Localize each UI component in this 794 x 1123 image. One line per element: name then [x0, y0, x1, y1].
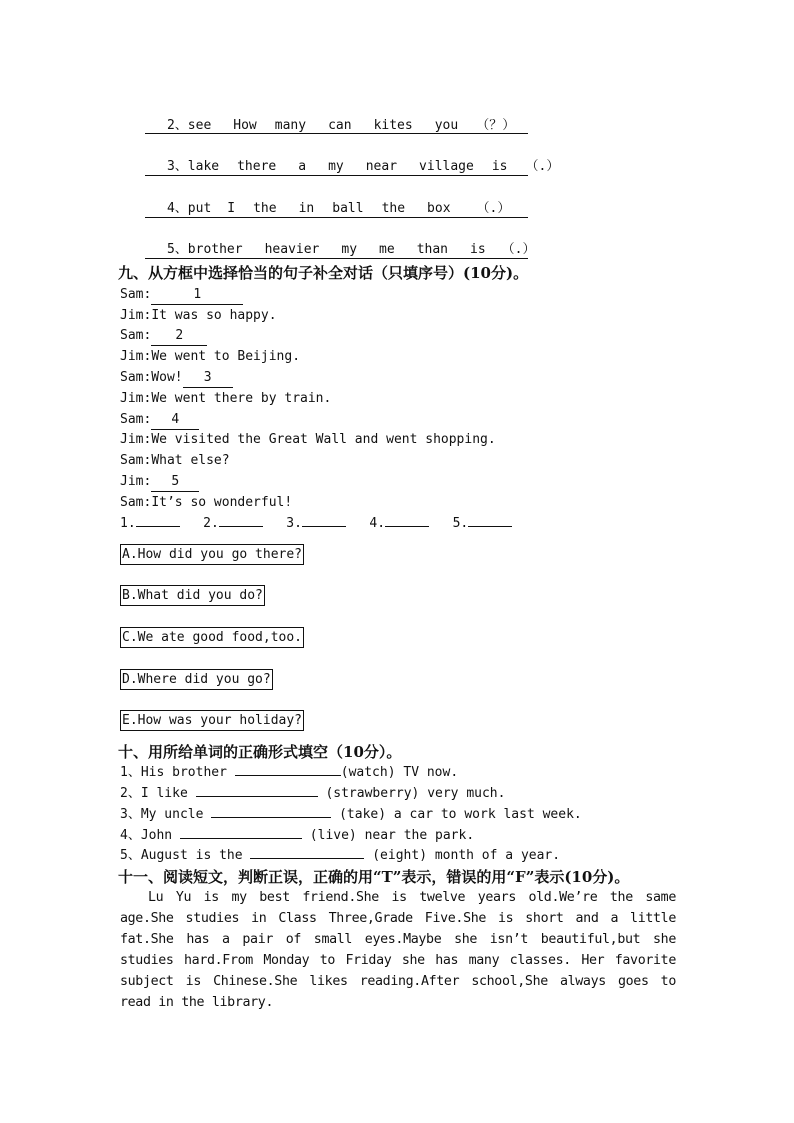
dialogue-line: Sam:What else? — [120, 453, 230, 468]
scrambled-word: is — [491, 159, 508, 174]
item-number: 2、 — [166, 118, 188, 133]
fill-in-item: 4、John (live) near the park. — [120, 828, 475, 843]
fill-in-blank-5[interactable] — [250, 858, 364, 859]
dialogue-blank-2[interactable]: 2 — [151, 327, 207, 346]
scrambled-word: than — [416, 242, 449, 257]
dialogue-blank-1[interactable]: 1 — [151, 286, 243, 305]
scrambled-word: is — [470, 242, 486, 257]
reading-passage: Lu Yu is my best friend.She is twelve years old.We’re the same age.She studies in Class Three,Grade Five.She is short and a little fat.She has a pair of small eyes.Maybe she isn’t beautiful,but she studies hard.From Monday to Friday she has many classes. Her favorite subject is Chinese.She likes reading.After school,She always goes to read in the library. — [120, 890, 676, 1010]
dialogue-line: Jim:We went there by train. — [120, 391, 332, 406]
fill-in-blank-3[interactable] — [211, 817, 331, 818]
fill-in-item: 1、His brother (watch) TV now. — [120, 765, 459, 780]
answer-line — [145, 217, 528, 218]
dialogue-line: Sam:It’s so wonderful! — [120, 495, 293, 510]
item-number: 5、 — [166, 242, 188, 257]
section-10-heading: 十、用所给单词的正确形式填空（10分）。 — [118, 743, 402, 761]
section-9-heading: 九、从方框中选择恰当的句子补全对话（只填序号）(10分)。 — [118, 264, 529, 282]
scrambled-word: How — [233, 118, 257, 133]
answer-blank-5[interactable] — [468, 526, 512, 527]
item-number: 4、 — [166, 201, 188, 216]
scrambled-word: near — [365, 159, 398, 174]
section-11-heading: 十一、阅读短文，判断正误，正确的用“T”表示，错误的用“F”表示(10分)。 — [118, 868, 630, 886]
scrambled-word: （.） — [476, 201, 511, 216]
option-box-b: B.What did you do? — [120, 585, 265, 606]
scrambled-word: many — [274, 118, 307, 133]
option-box-e: E.How was your holiday? — [120, 710, 304, 731]
answer-line — [145, 175, 528, 176]
option-box-c: C.We ate good food,too. — [120, 627, 304, 648]
answer-line — [145, 133, 528, 134]
dialogue-blank-3[interactable]: 3 — [183, 369, 233, 388]
scrambled-word: can — [328, 118, 352, 133]
item-number: 3、 — [166, 159, 188, 174]
scrambled-word: the — [381, 201, 406, 216]
scrambled-word: see — [187, 118, 212, 133]
dialogue-line: Sam:Wow! 3 — [120, 369, 233, 388]
scrambled-word: me — [379, 242, 395, 257]
option-box-d: D.Where did you go? — [120, 669, 273, 690]
dialogue-line: Jim: 5 — [120, 473, 199, 492]
answer-line — [145, 258, 528, 259]
scrambled-word: my — [328, 159, 344, 174]
scrambled-word: lake — [187, 159, 220, 174]
fill-in-blank-1[interactable] — [235, 775, 341, 776]
scrambled-word: you — [434, 118, 459, 133]
dialogue-line: Sam: 1 — [120, 286, 243, 305]
dialogue-blank-4[interactable]: 4 — [151, 411, 199, 430]
scrambled-word: （.） — [525, 159, 560, 174]
dialogue-line: Jim:We went to Beijing. — [120, 349, 301, 364]
answer-row: 1. 2. 3. 4. 5. — [120, 515, 512, 533]
fill-in-item: 3、My uncle (take) a car to work last week. — [120, 807, 582, 822]
fill-in-item: 2、I like (strawberry) very much. — [120, 786, 506, 801]
answer-blank-1[interactable] — [136, 526, 180, 527]
answer-blank-2[interactable] — [219, 526, 263, 527]
scrambled-word: in — [298, 201, 315, 216]
scrambled-word: （？） — [476, 118, 516, 133]
scrambled-word: there — [237, 159, 277, 174]
scrambled-word: village — [419, 159, 474, 174]
dialogue-blank-5[interactable]: 5 — [151, 473, 199, 492]
scrambled-word: brother — [187, 242, 243, 257]
scrambled-word: I — [227, 201, 236, 216]
answer-blank-3[interactable] — [302, 526, 346, 527]
scrambled-word: my — [341, 242, 358, 257]
scrambled-word: the — [253, 201, 277, 216]
dialogue-line: Jim:It was so happy. — [120, 308, 277, 323]
dialogue-line: Jim:We visited the Great Wall and went shopping. — [120, 432, 496, 447]
scrambled-word: heavier — [264, 242, 320, 257]
scrambled-word: kites — [373, 118, 413, 133]
fill-in-blank-4[interactable] — [180, 838, 302, 839]
scrambled-word: （.） — [501, 242, 536, 257]
scrambled-word: box — [427, 201, 451, 216]
answer-blank-4[interactable] — [385, 526, 429, 527]
dialogue-line: Sam: 2 — [120, 327, 207, 346]
fill-in-blank-2[interactable] — [196, 796, 318, 797]
option-box-a: A.How did you go there? — [120, 544, 304, 565]
scrambled-word: put — [187, 201, 212, 216]
scrambled-word: a — [298, 159, 307, 174]
dialogue-line: Sam: 4 — [120, 411, 199, 430]
fill-in-item: 5、August is the (eight) month of a year. — [120, 848, 561, 863]
scrambled-word: ball — [332, 201, 364, 216]
